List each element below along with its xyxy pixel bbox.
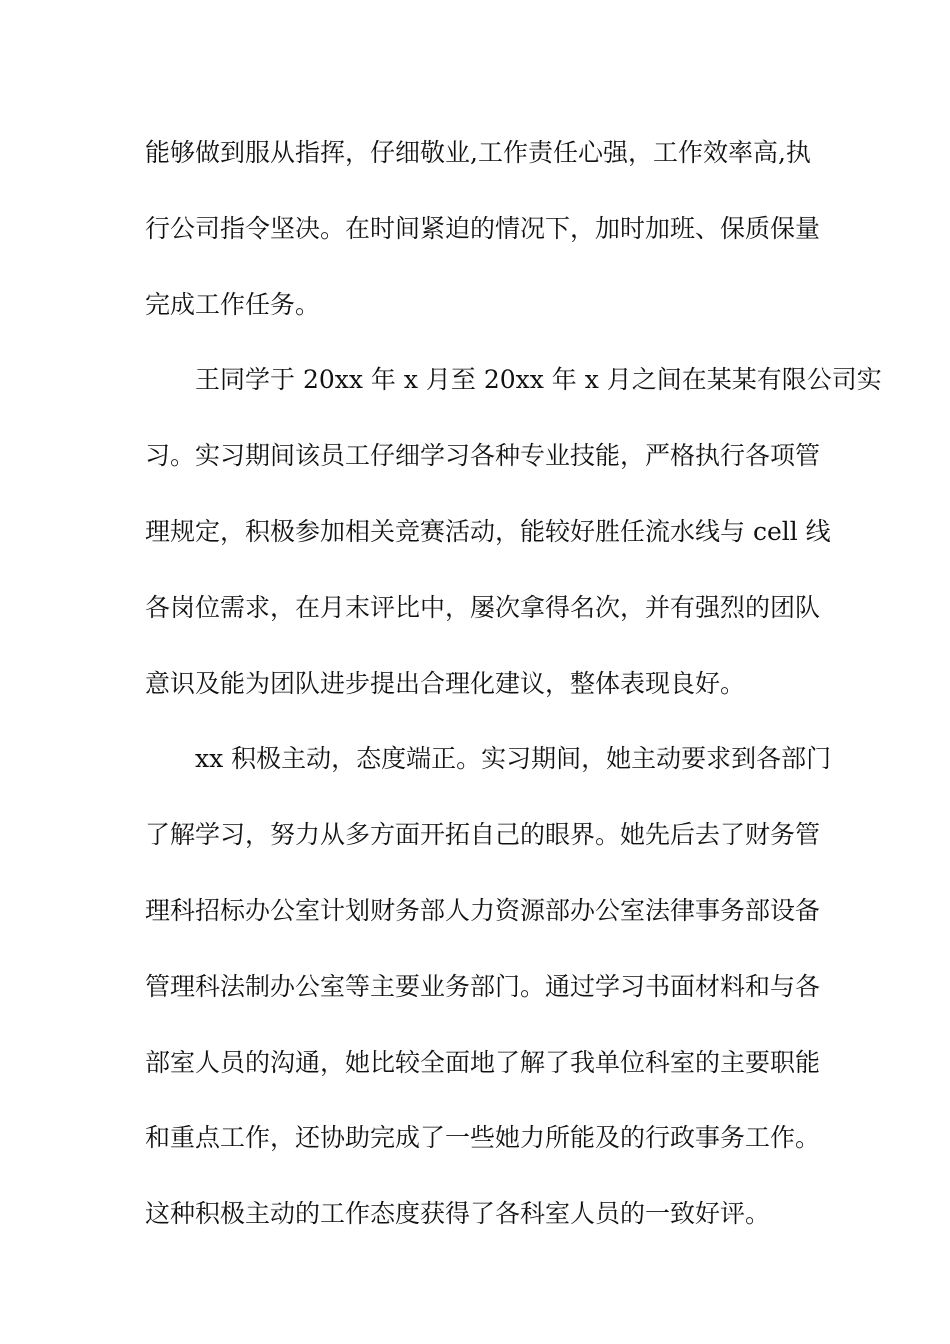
text-line: 部室人员的沟通，她比较全面地了解了我单位科室的主要职能	[145, 1047, 821, 1077]
text-line: 管理科法制办公室等主要业务部门。通过学习书面材料和与各	[145, 971, 821, 1001]
text-line: 理科招标办公室计划财务部人力资源部办公室法律事务部设备	[145, 895, 821, 925]
text-line: 了解学习，努力从多方面开拓自己的眼界。她先后去了财务管	[145, 820, 821, 850]
text-line: 习。实习期间该员工仔细学习各种专业技能，严格执行各项管	[145, 441, 821, 471]
text-line: 理规定，积极参加相关竞赛活动，能较好胜任流水线与 cell 线	[145, 516, 831, 546]
text-line: 行公司指令坚决。在时间紧迫的情况下，加时加班、保质保量	[145, 213, 821, 243]
text-line: 各岗位需求，在月末评比中，屡次拿得名次，并有强烈的团队	[145, 592, 821, 622]
paragraph-first-line: xx 积极主动，态度端正。实习期间，她主动要求到各部门	[195, 744, 832, 774]
text-line: 和重点工作，还协助完成了一些她力所能及的行政事务工作。	[145, 1123, 821, 1153]
text-line: 完成工作任务。	[145, 289, 321, 319]
text-line: 意识及能为团队进步提出合理化建议，整体表现良好。	[145, 668, 746, 698]
paragraph-first-line: 王同学于 20xx 年 x 月至 20xx 年 x 月之间在某某有限公司实	[195, 365, 882, 395]
text-line: 能够做到服从指挥，仔细敬业,工作责任心强，工作效率高,执	[145, 138, 811, 167]
document-body	[145, 127, 882, 1264]
text-line: 这种积极主动的工作态度获得了各科室人员的一致好评。	[145, 1199, 771, 1229]
